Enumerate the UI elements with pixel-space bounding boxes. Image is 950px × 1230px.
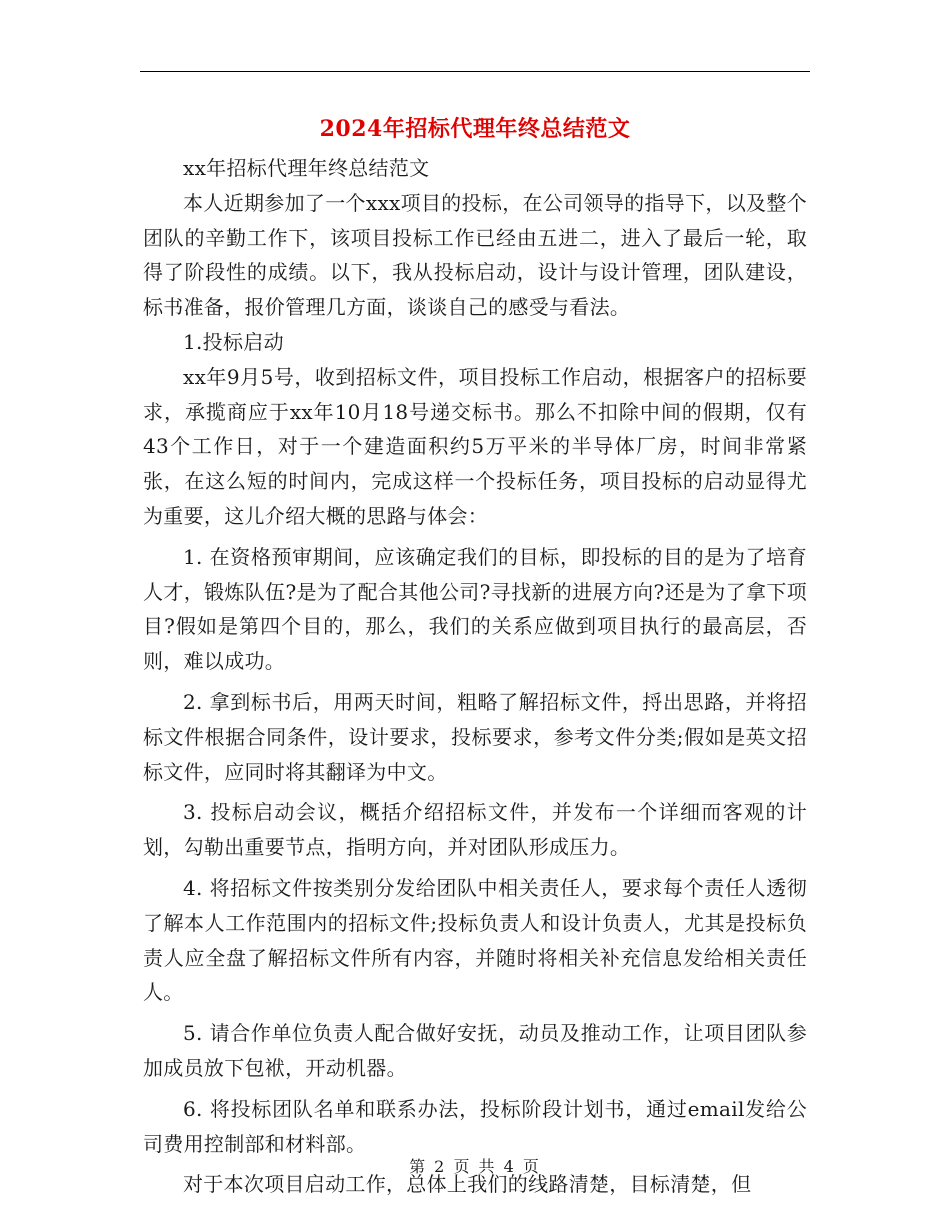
list-item: 6. 将投标团队名单和联系办法，投标阶段计划书，通过email发给公司费用控制部和材料部。: [143, 1096, 807, 1156]
list-item: 3. 投标启动会议，概括介绍招标文件，并发布一个详细而客观的计划，勾勒出重要节点，指明方向，并对团队形成压力。: [143, 800, 807, 860]
page-number: 第 2 页 共 4 页: [409, 1157, 541, 1176]
document-body: [143, 151, 807, 1202]
list-item: 4. 将招标文件按类别分发给团队中相关责任人，要求每个责任人透彻了解本人工作范围内的招标文件;投标负责人和设计负责人，尤其是投标负责人应全盘了解招标文件所有内容，并随时将相关补充信息发给相关责任人。: [143, 875, 807, 1005]
header-rule: [140, 71, 810, 72]
paragraph: xx年9月5号，收到招标文件，项目投标工作启动，根据客户的招标要求，承揽商应于xx年10月18号递交标书。那么不扣除中间的假期，仅有43个工作日，对于一个建造面积约5万平米的半导体厂房，时间非常紧张，在这么短的时间内，完成这样一个投标任务，项目投标的启动显得尤为重要，这儿介绍大概的思路与体会：: [143, 364, 807, 528]
paragraph-subtitle: xx年招标代理年终总结范文: [183, 156, 430, 180]
paragraph-intro: 本人近期参加了一个xxx项目的投标，在公司领导的指导下，以及整个团队的辛勤工作下，该项目投标工作已经由五进二，进入了最后一轮，取得了阶段性的成绩。以下，我从投标启动，设计与设计管理，团队建设，标书准备，报价管理几方面，谈谈自己的感受与看法。: [143, 190, 807, 320]
document-title: 2024年招标代理年终总结范文: [319, 116, 631, 142]
list-item: 2. 拿到标书后，用两天时间，粗略了解招标文件，捋出思路，并将招标文件根据合同条件，设计要求，投标要求，参考文件分类;假如是英文招标文件，应同时将其翻译为中文。: [143, 689, 807, 784]
list-item: 5. 请合作单位负责人配合做好安抚，动员及推动工作，让项目团队参加成员放下包袱，开动机器。: [143, 1021, 807, 1080]
section-heading: 1.投标启动: [183, 329, 284, 354]
list-item: 1. 在资格预审期间，应该确定我们的目标，即投标的目的是为了培育人才，锻炼队伍?是为了配合其他公司?寻找新的进展方向?还是为了拿下项目?假如是第四个目的，那么，我们的关系应做到项目执行的最高层，否则，难以成功。: [143, 544, 807, 674]
paragraph: 对于本次项目启动工作，总体上我们的线路清楚，目标清楚，但: [183, 1172, 752, 1197]
